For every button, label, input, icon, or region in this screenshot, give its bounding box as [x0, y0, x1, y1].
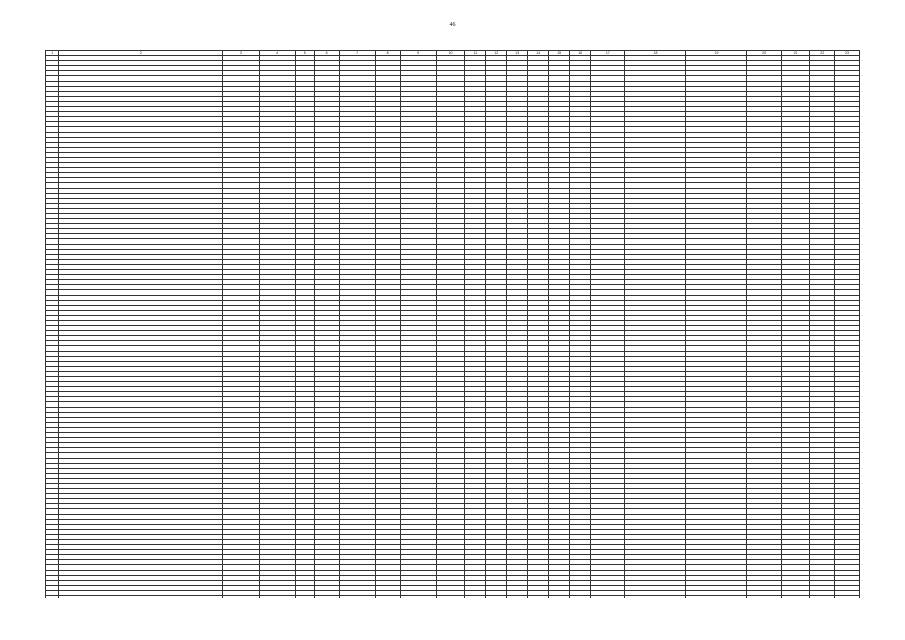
column-number-23: 23 [835, 51, 860, 56]
table-cell [223, 596, 259, 598]
column-number-4: 4 [259, 51, 295, 56]
table-cell [259, 596, 295, 598]
column-number-15: 15 [549, 51, 570, 56]
table-cell [375, 596, 400, 598]
column-number-1: 1 [46, 51, 59, 56]
table-cell [314, 596, 339, 598]
table-cell [436, 596, 465, 598]
column-number-13: 13 [507, 51, 528, 56]
column-number-16: 16 [570, 51, 591, 56]
table-cell [625, 596, 686, 598]
table-cell [835, 596, 860, 598]
column-number-2: 2 [59, 51, 223, 56]
column-number-14: 14 [528, 51, 549, 56]
column-number-12: 12 [486, 51, 507, 56]
table-cell [528, 596, 549, 598]
column-number-20: 20 [747, 51, 781, 56]
table-cell [46, 596, 59, 598]
column-number-21: 21 [781, 51, 810, 56]
table-cell [781, 596, 810, 598]
column-number-6: 6 [314, 51, 339, 56]
table-cell [810, 596, 835, 598]
table-row [46, 596, 861, 598]
page-number: 46 [449, 22, 456, 28]
column-number-9: 9 [400, 51, 436, 56]
table-cell [486, 596, 507, 598]
table-cell [591, 596, 625, 598]
table-cell [59, 596, 223, 598]
column-number-8: 8 [375, 51, 400, 56]
table-cell [747, 596, 781, 598]
column-number-3: 3 [223, 51, 259, 56]
table-cell [570, 596, 591, 598]
column-number-11: 11 [465, 51, 486, 56]
table-cell [507, 596, 528, 598]
table-cell [400, 596, 436, 598]
column-number-22: 22 [810, 51, 835, 56]
data-table-container [45, 50, 860, 598]
column-number-17: 17 [591, 51, 625, 56]
table-cell [465, 596, 486, 598]
column-number-19: 19 [686, 51, 747, 56]
column-number-18: 18 [625, 51, 686, 56]
column-number-5: 5 [295, 51, 314, 56]
table-cell [295, 596, 314, 598]
table-cell [339, 596, 375, 598]
table-cell [686, 596, 747, 598]
table-cell [859, 596, 860, 598]
table-cell [549, 596, 570, 598]
column-number-10: 10 [436, 51, 465, 56]
data-table [45, 50, 860, 598]
table-body [46, 56, 861, 598]
column-number-7: 7 [339, 51, 375, 56]
